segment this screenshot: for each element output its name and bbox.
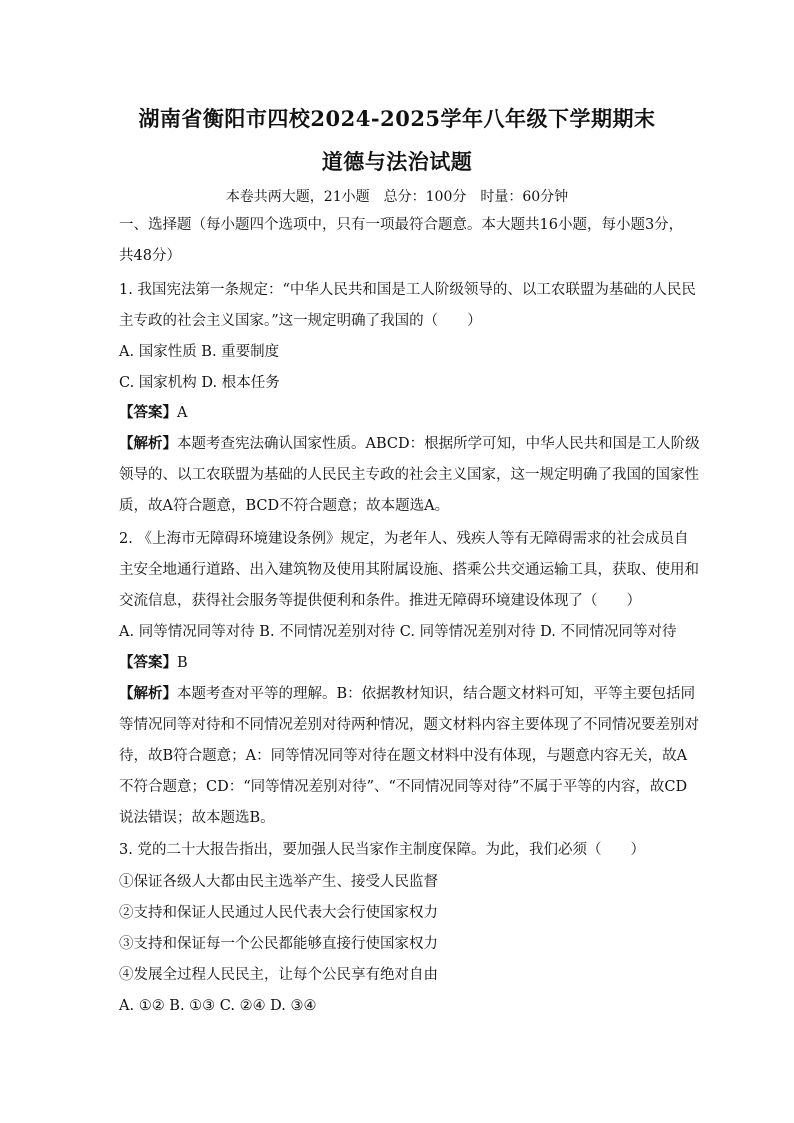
answer-value: A [177,405,188,421]
answer-label: 【答案】 [119,654,177,671]
q3-options: A. ①② B. ①③ C. ②④ D. ③④ [119,998,317,1014]
q1-stem-cont: 主专政的社会主义国家。”这一规定明确了我国的（ ） [119,313,482,329]
q2-stem: 2. 《上海市无障碍环境建设条例》规定，为老年人、残疾人等有无障碍需求的社会成员自 [119,531,689,547]
q2-options: A. 同等情况同等对待 B. 不同情况差别对待 C. 同等情况差别对待 D. 不同情况同等对待 [119,624,677,640]
q2-analysis-cont: 等情况同等对待和不同情况差别对待两种情况，题文材料内容主要体现了不同情况要差别对 [119,717,699,733]
q3-item-1: ①保证各级人大都由民主选举产生、接受人民监督 [119,874,438,890]
exam-info: 本卷共两大题，21小题 总分：100分 时量：60分钟 [225,189,569,205]
exam-title: 湖南省衡阳市四校2024-2025学年八年级下学期期末 [138,106,656,131]
analysis-text: 本题考查对平等的理解。B：依据教材知识，结合题文材料可知，平等主要包括同 [177,686,696,702]
q3-stem: 3. 党的二十大报告指出，要加强人民当家作主制度保障。为此，我们必须（ ） [119,842,645,858]
q2-analysis-cont: 不符合题意；CD：“同等情况差别对待”、“不同情况同等对待”不属于平等的内容，故CD [119,779,688,795]
q2-answer [119,653,188,673]
answer-label: 【答案】 [119,404,177,421]
exam-subject-title: 道德与法治试题 [321,149,473,174]
analysis-label: 【解析】 [119,435,177,452]
q3-item-3: ③支持和保证每一个公民都能够直接行使国家权力 [119,936,438,952]
analysis-label: 【解析】 [119,685,177,702]
q1-analysis-cont: 质，故A符合题意，BCD不符合题意；故本题选A。 [119,498,450,514]
section-heading: 一、选择题（每小题四个选项中，只有一项最符合题意。本大题共16小题，每小题3分， [119,217,684,233]
q1-stem: 1. 我国宪法第一条规定：“中华人民共和国是工人阶级领导的、以工农联盟为基础的人民民 [119,282,696,298]
q1-options: A. 国家性质 B. 重要制度 [119,344,280,360]
q2-stem-cont: 交流信息，获得社会服务等提供便利和条件。推进无障碍环境建设体现了（ ） [119,593,641,609]
analysis-text: 本题考查宪法确认国家性质。ABCD：根据所学可知，中华人民共和国是工人阶级 [177,436,700,452]
q3-item-2: ②支持和保证人民通过人民代表大会行使国家权力 [119,905,438,921]
q2-analysis-cont: 待，故B符合题意；A：同等情况同等对待在题文材料中没有体现，与题意内容无关，故A [119,748,688,764]
answer-value: B [177,655,188,671]
q2-analysis-cont: 说法错误；故本题选B。 [119,810,275,826]
q1-answer [119,403,187,423]
q1-options: C. 国家机构 D. 根本任务 [119,375,280,391]
q1-analysis-cont: 领导的、以工农联盟为基础的人民民主专政的社会主义国家，这一规定明确了我国的国家性 [119,467,699,483]
q2-analysis [119,684,696,704]
q1-analysis [119,434,700,454]
q2-stem-cont: 主安全地通行道路、出入建筑物及使用其附属设施、搭乘公共交通运输工具，获取、使用和 [119,562,699,578]
section-heading-cont: 共48分） [119,248,181,264]
q3-item-4: ④发展全过程人民民主，让每个公民享有绝对自由 [119,967,438,983]
